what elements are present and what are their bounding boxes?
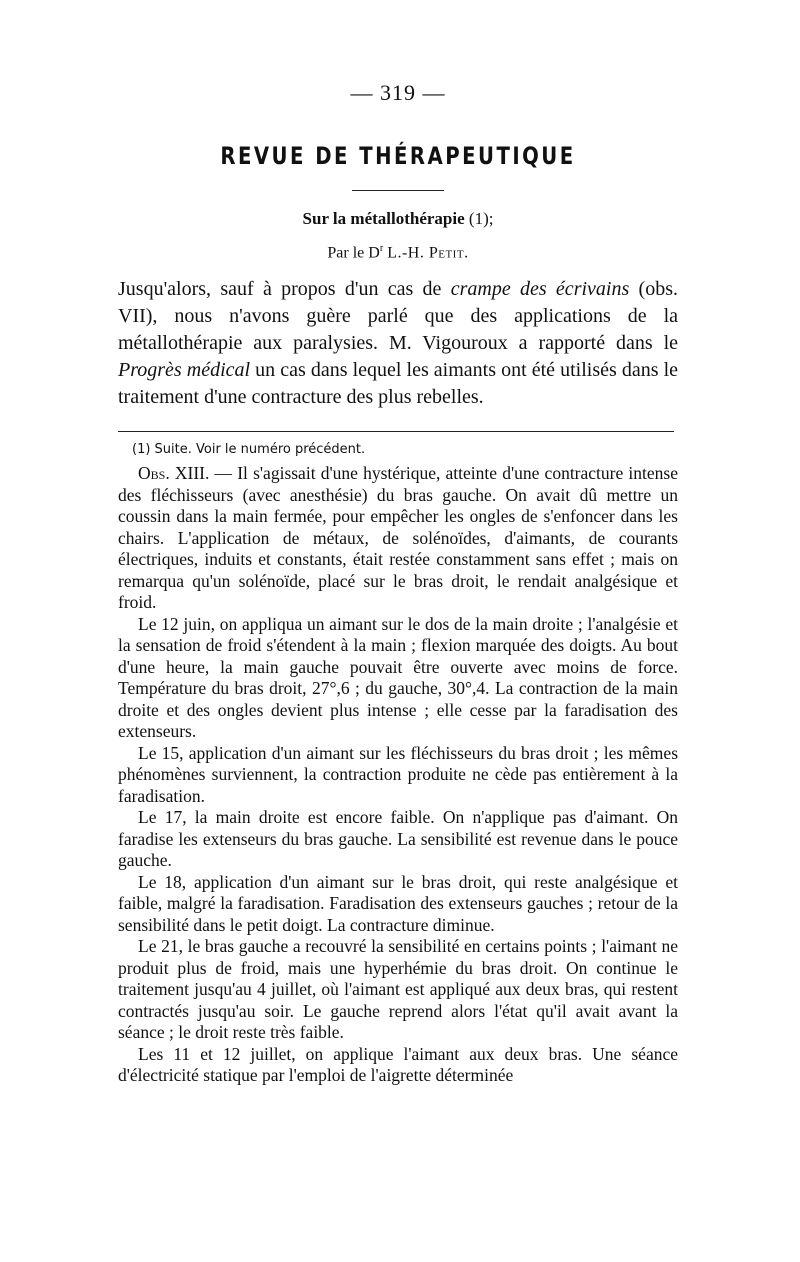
observation-paragraph: Le 18, application d'un aimant sur le bras droit, qui reste analgésique et faible, malgré la faradisation. Faradisation des extenseurs gauches ; retour de la sensibilité dans le petit doigt. La contracture diminue.	[118, 871, 678, 935]
section-title: REVUE DE THÉRAPEUTIQUE	[220, 142, 576, 170]
footnote: (1) Suite. Voir le numéro précédent.	[132, 442, 366, 458]
byline	[118, 243, 678, 262]
article-title-text: Sur la métallothérapie	[302, 209, 465, 228]
observation-paragraph: Les 11 et 12 juillet, on applique l'aimant aux deux bras. Une séance d'électricité statique par l'emploi de l'aigrette déterminée	[118, 1043, 678, 1086]
intro-italic-2: Progrès médical	[118, 359, 251, 382]
byline-superscript: r	[379, 243, 384, 254]
observation-paragraph	[118, 463, 678, 614]
intro-text-1: Jusqu'alors, sauf à propos d'un cas de	[118, 278, 451, 301]
document-page	[118, 80, 678, 1087]
byline-prefix: Par le D	[327, 244, 380, 262]
observation-text: — Il s'agissait d'une hystérique, atteinte d'une contracture intense des fléchisseurs (avec anesthésie) du bras gauche. On avait dû mettre un coussin dans la main fermée, pour empêcher les ongles de s'enfoncer dans les chairs. L'application de métaux, de solénoïdes, d'aimants, de courants électriques, induits et constants, était restée constamment sans effet ; mais on remarqua qu'un solénoïde, placé sur le bras droit, le rendait analgésique et froid.	[118, 463, 679, 613]
author-name: L.-H. Petit.	[387, 244, 469, 262]
intro-text-2: (obs. VII), nous n'avons guère parlé que des applications de la métallothérapie aux paralysies. M. Vigouroux a rapporté dans le	[118, 278, 678, 355]
observation-paragraph: Le 15, application d'un aimant sur les fléchisseurs du bras droit ; les mêmes phénomènes surviennent, la contraction produite ne cède pas entièrement à la faradisation.	[118, 742, 678, 806]
intro-text-3: un cas dans lequel les aimants ont été utilisés dans le traitement d'une contracture des plus rebelles.	[118, 359, 679, 409]
observation-paragraph: Le 12 juin, on appliqua un aimant sur le dos de la main droite ; l'analgésie et la sensation de froid s'étendent à la main ; flexion marquée des doigts. Au bout d'une heure, la main gauche pouvait être ouverte avec moins de force. Température du bras droit, 27°,6 ; du gauche, 30°,4. La contraction de la main droite et des ongles devient plus intense ; elle cesse par la faradisation des extenseurs.	[118, 613, 678, 742]
observation-label: Obs. XIII.	[138, 463, 210, 484]
observation-paragraph: Le 17, la main droite est encore faible. On n'applique pas d'aimant. On faradise les extenseurs du bras gauche. La sensibilité est revenue dans le pouce gauche.	[118, 807, 678, 871]
footnote-divider	[118, 431, 674, 432]
intro-italic-1: crampe des écrivains	[450, 278, 630, 301]
intro-section	[118, 276, 678, 411]
observation-section	[118, 463, 678, 1087]
intro-paragraph	[118, 276, 678, 411]
article-title	[118, 209, 678, 229]
page-number: — 319 —	[350, 80, 446, 105]
title-divider	[352, 190, 444, 191]
observation-paragraph: Le 21, le bras gauche a recouvré la sensibilité en certains points ; l'aimant ne produit plus de froid, mais une hyperhémie du bras droit. On continue le traitement jusqu'au 4 juillet, où l'aimant est appliqué aux deux bras, qui restent contractés jusqu'au soir. Le gauche reprend alors l'état qu'il avait avant la séance ; le droit reste très faible.	[118, 936, 678, 1043]
footnote-reference: (1);	[468, 209, 494, 228]
